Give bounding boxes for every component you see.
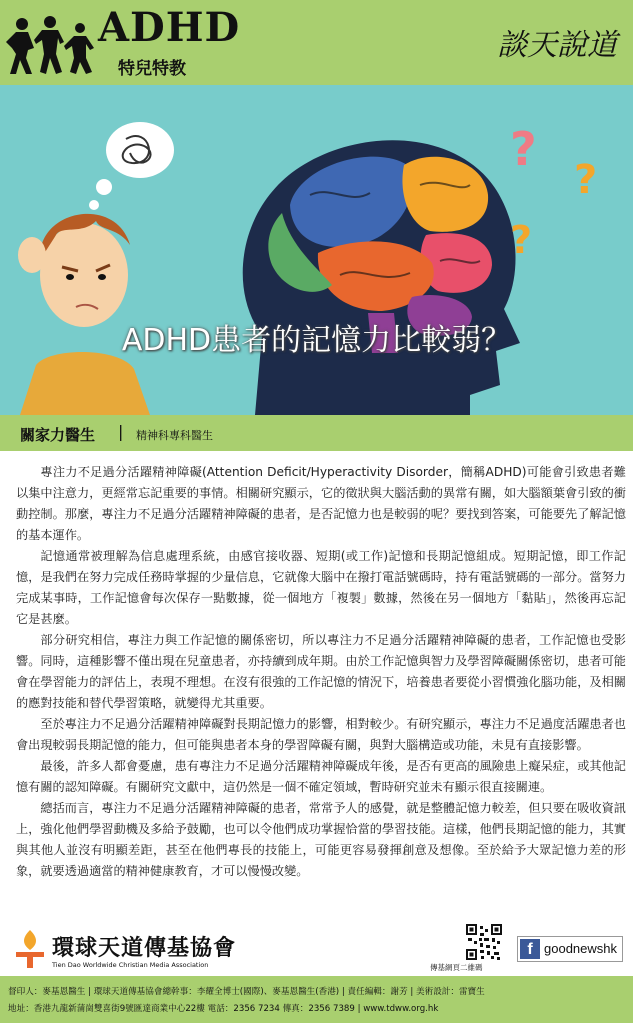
facebook-handle: goodnewshk: [544, 941, 617, 956]
children-silhouette-icon: [6, 14, 98, 76]
footer-credits: 督印人：麥基恩醫生 | 環球天道傳基協會總幹事：李耀全博士(國際)、麥基恩醫生(香港) | 責任編輯：謝芳 | 美術設計：雷寶生: [8, 987, 485, 997]
brain-illustration: [0, 85, 633, 415]
qr-code-icon[interactable]: [466, 924, 502, 960]
hero-illustration: [0, 85, 633, 415]
brand-title: ADHD: [98, 4, 241, 51]
article-body: [16, 462, 626, 882]
article-paragraph: 專注力不足過分活躍精神障礙(Attention Deficit/Hyperactivity Disorder，簡稱ADHD)可能會引致患者難以集中注意力，更經常忘記重要的事情。相關研究顯示，它的徵狀與大腦活動的異常有關，如大腦額葉會引致的衝動控制。那麼，專注力不足過分活躍精神障礙的患者，是否記憶力也是較弱的呢？要找到答案，可能要先了解記憶的基本運作。: [16, 465, 626, 542]
article-paragraph: 最後，許多人都會憂慮，患有專注力不足過分活躍精神障礙成年後，是否有更高的風險患上癡呆症，或其他記憶有關的認知障礙。有關研究文獻中，這仍然是一個不確定領域，暫時研究並未有顯示很直接關連。: [16, 759, 626, 794]
article-paragraph: 部分研究相信，專注力與工作記憶的關係密切，所以專注力不足過分活躍精神障礙的患者，工作記憶也受影響。同時，這種影響不僅出現在兒童患者，亦持續到成年期。由於工作記憶與智力及學習障礙關係密切，患者可能會在學習能力的評估上，表現不理想。在沒有很強的工作記憶的情況下，培養患者要從小習慣強化腦功能，及相關的應對技能和替代學習策略，就變得尤其重要。: [16, 633, 626, 710]
header-bar: [0, 0, 633, 85]
footer-address: 地址：香港九龍新蒲崗雙喜街9號匯達商業中心22樓 電話：2356 7234 傳真：2356 7389 | www.tdww.org.hk: [8, 1004, 439, 1014]
thought-bubble-icon: [89, 122, 174, 210]
article-paragraph: 至於專注力不足過分活躍精神障礙對長期記憶力的影響，相對較少。有研究顯示，專注力不足過度活躍患者也會出現較弱長期記憶的能力，但可能與患者本身的學習障礙有關，與對大腦構造或功能，未見有直接影響。: [16, 717, 626, 752]
organization-name-english: Tien Dao Worldwide Christian Media Association: [52, 961, 209, 969]
facebook-link[interactable]: [517, 936, 623, 962]
article-paragraph: 總括而言，專注力不足過分活躍精神障礙的患者，常常予人的感覺，就是整體記憶力較差，但只要在吸收資訊上，強化他們學習動機及多給予鼓勵，也可以令他們成功掌握恰當的學習技能。這樣，他們長期記憶的能力，其實與其他人並沒有明顯差距，甚至在他們專長的技能上，可能更容易發揮創意及想像。至於給予大眾記憶力差的形象，就要透過適當的精神健康教育，才可以慢慢改變。: [16, 801, 626, 878]
author-name: 關家力醫生: [20, 426, 96, 444]
question-mark-icon: ?: [510, 218, 533, 262]
article-title: ADHD患者的記憶力比較弱？: [121, 323, 512, 358]
brand-subtitle: 特兒特教: [118, 59, 186, 79]
facebook-icon: f: [520, 939, 540, 959]
organization-logo-icon: [12, 928, 48, 968]
author-bar: [0, 415, 633, 451]
question-mark-icon: ?: [510, 122, 537, 176]
author-title: 精神科專科醫生: [136, 429, 213, 442]
organization-name: 環球天道傳基協會: [52, 936, 237, 961]
footer-bar: [0, 976, 633, 1023]
author-separator: |: [118, 422, 124, 441]
question-mark-icon: ?: [574, 157, 598, 203]
qr-code-label: 傳基網頁二維碼: [430, 963, 483, 972]
column-name: 談天說道: [497, 28, 617, 63]
article-paragraph: 記憶通常被理解為信息處理系統，由感官接收器、短期(或工作)記憶和長期記憶組成。短期記憶，即工作記憶，是我們在努力完成任務時掌握的少量信息，它就像大腦中在撥打電話號碼時，持有電話號碼的一部分。當努力完成某事時，工作記憶會每次保存一點數據，從一個地方「複製」數據，然後在另一個地方「黏貼」，然後再忘記它是甚麼。: [16, 549, 626, 626]
